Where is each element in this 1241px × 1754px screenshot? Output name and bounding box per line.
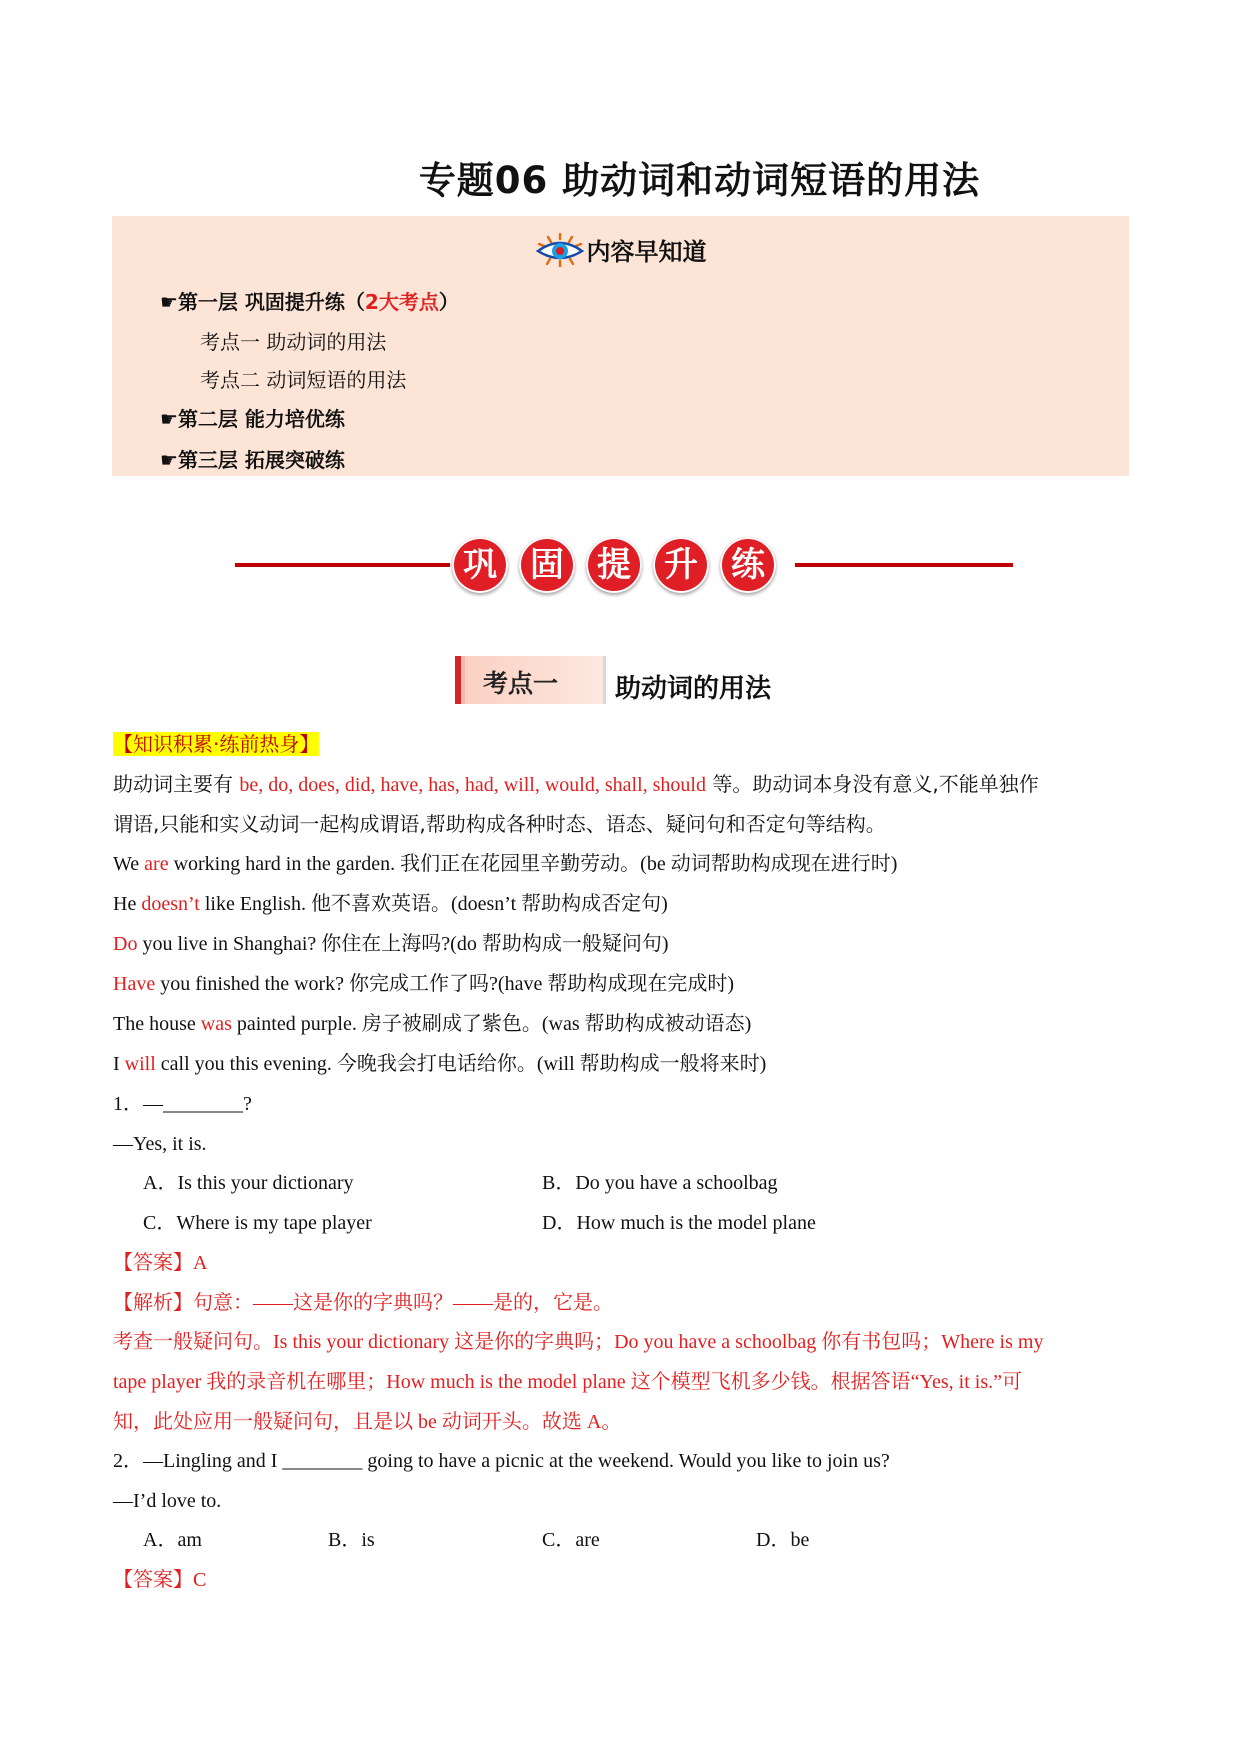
overview-box bbox=[112, 216, 1129, 476]
overview-level-3: ☛第三层 拓展突破练 bbox=[160, 448, 345, 472]
pointer-icon: ☛ bbox=[160, 448, 178, 472]
pointer-icon: ☛ bbox=[160, 290, 178, 314]
banner-line-right bbox=[795, 563, 1013, 567]
example-sentence: The house was painted purple. 房子被刷成了紫色。(was 帮助构成被动语态) bbox=[113, 1013, 752, 1035]
overview-level-1: ☛第一层 巩固提升练（2大考点） bbox=[160, 290, 459, 314]
eye-icon bbox=[535, 233, 585, 273]
question-1-option-c: C．Where is my tape player bbox=[143, 1212, 372, 1234]
question-2-answer: 【答案】C bbox=[113, 1569, 207, 1591]
question-2-stem: 2．—Lingling and I ________ going to have a picnic at the weekend. Would you like to join us? bbox=[113, 1450, 890, 1472]
banner-char: 升 bbox=[653, 537, 709, 593]
banner-char: 巩 bbox=[452, 537, 508, 593]
question-1-analysis-line: 考查一般疑问句。Is this your dictionary 这是你的字典吗；Do you have a schoolbag 你有书包吗；Where is my bbox=[113, 1331, 1044, 1353]
banner-line-left bbox=[235, 563, 450, 567]
question-1-option-d: D．How much is the model plane bbox=[542, 1212, 816, 1234]
knowledge-intro-line2: 谓语,只能和实义动词一起构成谓语,帮助构成各种时态、语态、疑问句和否定句等结构。 bbox=[113, 812, 886, 836]
example-sentence: Have you finished the work? 你完成工作了吗?(have 帮助构成现在完成时) bbox=[113, 973, 735, 995]
section-title: 助动词的用法 bbox=[615, 674, 772, 704]
question-1-option-b: B．Do you have a schoolbag bbox=[542, 1172, 778, 1194]
overview-point-2: 考点二 动词短语的用法 bbox=[200, 368, 407, 392]
question-1-analysis-line: 知，此处应用一般疑问句，且是以 be 动词开头。故选 A。 bbox=[113, 1411, 622, 1433]
knowledge-intro: 助动词主要有 be, do, does, did, have, has, had, will, would, shall, should 等。助动词本身没有意义,不能单独作 bbox=[113, 772, 1039, 796]
section-banner bbox=[235, 535, 1013, 595]
overview-level-2: ☛第二层 能力培优练 bbox=[160, 407, 345, 431]
question-2-reply: —I’d love to. bbox=[113, 1490, 222, 1512]
overview-heading: 内容早知道 bbox=[112, 232, 1129, 273]
pointer-icon: ☛ bbox=[160, 407, 178, 431]
banner-char: 提 bbox=[586, 537, 642, 593]
example-sentence: We are working hard in the garden. 我们正在花园里辛勤劳动。(be 动词帮助构成现在进行时) bbox=[113, 853, 898, 875]
section-tag: 考点一 bbox=[455, 656, 606, 704]
question-1-option-a: A．Is this your dictionary bbox=[143, 1172, 354, 1194]
question-2-option-c: C．are bbox=[542, 1529, 600, 1551]
question-2-option-a: A．am bbox=[143, 1529, 202, 1551]
question-1-analysis-line: tape player 我的录音机在哪里；How much is the model plane 这个模型飞机多少钱。根据答语“Yes, it is.”可 bbox=[113, 1371, 1022, 1393]
example-sentence: He doesn’t like English. 他不喜欢英语。(doesn’t 帮助构成否定句) bbox=[113, 893, 668, 915]
question-1-stem: 1．—________? bbox=[113, 1093, 252, 1115]
question-1-analysis: 【解析】句意：——这是你的字典吗？——是的，它是。 bbox=[113, 1292, 613, 1314]
question-1-answer: 【答案】A bbox=[113, 1252, 208, 1274]
example-sentence: Do you live in Shanghai? 你住在上海吗?(do 帮助构成一般疑问句) bbox=[113, 933, 669, 955]
banner-char: 练 bbox=[720, 537, 776, 593]
knowledge-label: 【知识积累·练前热身】 bbox=[113, 732, 320, 756]
question-1-reply: —Yes, it is. bbox=[113, 1133, 207, 1155]
question-2-option-b: B．is bbox=[328, 1529, 375, 1551]
example-sentence: I will call you this evening. 今晚我会打电话给你。(will 帮助构成一般将来时) bbox=[113, 1053, 767, 1075]
question-2-option-d: D．be bbox=[756, 1529, 810, 1551]
page-title: 专题06 助动词和动词短语的用法 bbox=[418, 159, 981, 202]
overview-point-1: 考点一 助动词的用法 bbox=[200, 330, 387, 354]
banner-char: 固 bbox=[519, 537, 575, 593]
